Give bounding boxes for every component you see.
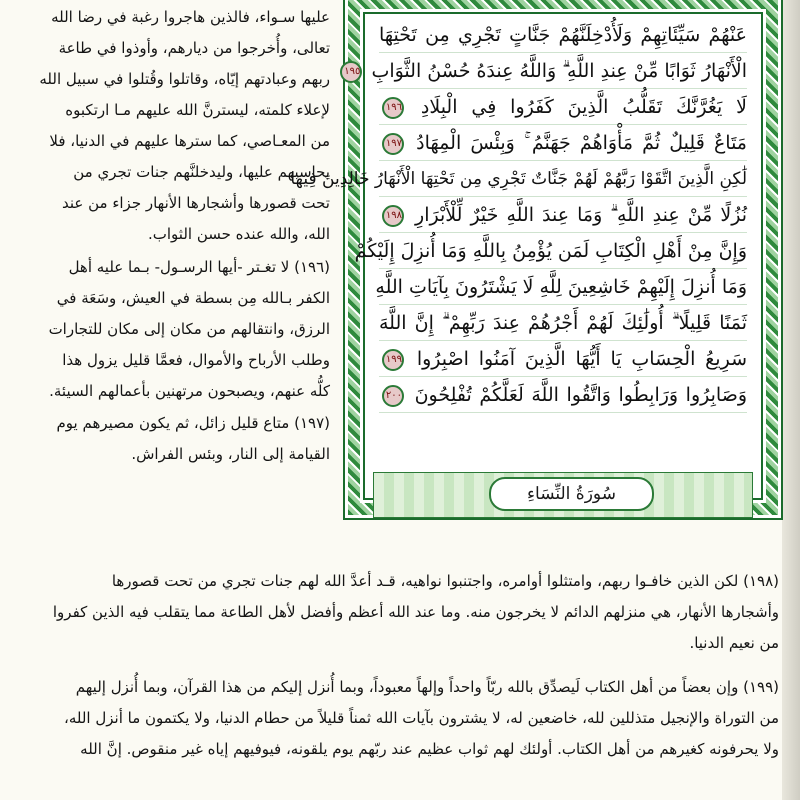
ayah-marker: ١٩٦ [382,97,404,119]
commentary-line: تعالى، وأُخرجوا من ديارهم، وأوذوا في طاعة [58,39,330,57]
commentary-line: عليها سـواء، فالذين هاجروا رغبة في رضا الله [51,8,330,26]
surah-title-band [373,472,753,518]
verse-text: ثَمَنًا قَلِيلًا ۗ أُولَٰئِكَ لَهُمْ أَجْرُهُمْ عِندَ رَبِّهِمْ ۗ إِنَّ اللَّهَ [379,312,747,334]
ayah-marker: ١٩٥ [340,61,362,83]
commentary-line: كلُّه عنهم، ويصبحون مرتهنين بأعمالهم السيئة. [49,382,330,400]
commentary-line: وطلب الأرباح والأموال، فعمَّا قليل يزول هذا [62,351,330,369]
commentary-line: يحاسبهم عليها، وليدخلنَّهم جنات تجري من [73,163,330,181]
commentary-line: من نعيم الدنيا. [689,634,779,652]
commentary-line: القيامة إلى النار، وبئس الفراش. [131,445,330,463]
commentary-line: لإعلاء كلمته، ليسترنَّ الله عليهم مـا ارتكبوه [65,101,330,119]
commentary-line: الله، والله عنده حسن الثواب. [148,225,330,243]
commentary-line: من المعـاصي، كما سترها عليهم في الدنيا، فلا [49,132,330,150]
commentary-line: ولا يحرفونه كغيرهم من أهل الكتاب. أولئك لهم ثواب عظيم عند ربّهم يوم يلقونه، فيوفيهم إياه غير منقوص. إنَّ الله [80,740,779,758]
verse-line [379,126,747,161]
verse-text: لَا يَغُرَّنَّكَ تَقَلُّبُ الَّذِينَ كَفَرُوا فِي الْبِلَادِ [420,96,748,118]
verse-text: لَٰكِنِ الَّذِينَ اتَّقَوْا رَبَّهُمْ لَهُمْ جَنَّاتٌ تَجْرِي مِن تَحْتِهَا الْأَنْهَارُ خَالِدِينَ فِيهَا [290,169,747,189]
ayah-marker: ١٩٩ [382,349,404,371]
verse-line [379,90,747,125]
commentary-line: من التوراة والإنجيل متذللين لله، خاضعين له، لا يشترون بآيات الله ثمناً قليلاً من حطام الدنيا، ولا يكتمون ما أنزل الله، [64,709,779,727]
commentary-line: تحت قصورها وأشجارها الأنهار جزاء من عند [61,194,330,212]
ayah-marker: ١٩٨ [382,205,404,227]
verse-text: وَإِنَّ مِنْ أَهْلِ الْكِتَابِ لَمَن يُؤْمِنُ بِاللَّهِ وَمَا أُنزِلَ إِلَيْكُمْ [354,240,747,262]
page-edge-shadow [782,0,800,800]
verse-line [379,198,747,233]
commentary-line: الكفر بـالله مِن بسطة في العيش، وسَعَة في [56,289,330,307]
verse-text: عَنْهُمْ سَيِّئَاتِهِمْ وَلَأُدْخِلَنَّهُمْ جَنَّاتٍ تَجْرِي مِن تَحْتِهَا [379,24,747,46]
commentary-line: (١٩٨) لكن الذين خافـوا ربهم، وامتثلوا أوامره، واجتنبوا نواهيه، قـد أعدَّ الله لهم جنات تجري من تحت قصورها [111,572,779,590]
commentary-line: ربهم وعبادتهم إيّاه، وقاتلوا وقُتلوا في سبيل الله [39,70,330,88]
verse-line [379,342,747,377]
verse-line [344,54,747,89]
verse-line [379,18,747,53]
ayah-marker: ١٩٧ [382,133,404,155]
quran-text-frame [290,0,783,520]
commentary-line: وأشجارها الأنهار، هي منزلهم الدائم لا يخرجون منه. وما عند الله أعظم وأفضل لأهل الطاعة مما يتقلب فيه الذين كفروا [52,603,779,621]
verse-text: مَتَاعٌ قَلِيلٌ ثُمَّ مَأْوَاهُمْ جَهَنَّمُ ۚ وَبِئْسَ الْمِهَادُ [416,132,747,154]
ayah-marker: ٢٠٠ [382,385,404,407]
verse-line [379,378,747,413]
verse-line [379,306,747,341]
verse-text: وَصَابِرُوا وَرَابِطُوا وَاتَّقُوا اللَّهَ لَعَلَّكُمْ تُفْلِحُونَ [414,384,748,406]
verse-text: الْأَنْهَارُ ثَوَابًا مِّنْ عِندِ اللَّهِ ۗ وَاللَّهُ عِندَهُ حُسْنُ الثَّوَابِ [371,60,747,82]
quran-text-area [290,12,763,504]
verse-text: وَمَا أُنزِلَ إِلَيْهِمْ خَاشِعِينَ لِلَّهِ لَا يَشْتَرُونَ بِآيَاتِ اللَّهِ [375,276,747,298]
verse-text: نُزُلًا مِّنْ عِندِ اللَّهِ ۗ وَمَا عِندَ اللَّهِ خَيْرٌ لِّلْأَبْرَارِ [415,204,747,226]
commentary-line: (١٩٧) متاع قليل زائل، ثم يكون مصيرهم يوم [56,414,330,432]
verse-line [375,270,747,305]
verse-line [354,234,747,269]
verse-line [290,162,747,197]
commentary-line: الرزق، وانتقالهم من مكان إلى مكان للتجارات [48,320,330,338]
surah-title: سُورَةُ النِّسَاءِ [489,477,654,511]
verse-text: سَرِيعُ الْحِسَابِ يَا أَيُّهَا الَّذِينَ آمَنُوا اصْبِرُوا [416,348,747,370]
commentary-line: (١٩٩) وإن بعضاً من أهل الكتاب لَيصدِّق بالله ربّاً واحداً وإلهاً معبوداً، وبما أُنزل إليكم من هذا القرآن، وبما أُنزل إليهم [75,678,779,696]
commentary-line: (١٩٦) لا تغـتر -أيها الرسـول- بـما عليه أهل [68,258,330,276]
